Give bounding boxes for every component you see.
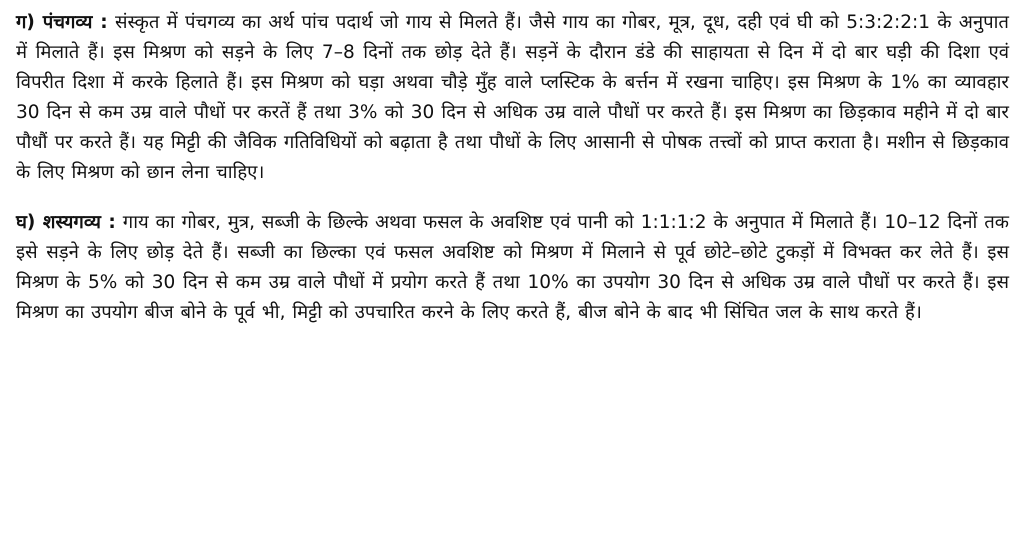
section-body-panchagavya: संस्कृत में पंचगव्य का अर्थ पांच पदार्थ जो गाय से मिलते हैं। जैसे गाय का गोबर, मूत्र, दूध, दही एवं घी को 5:3:2:2:1 के अनुपात में मिलाते हैं। इस मिश्रण को सड़ने के लिए 7–8 दिनों तक छोड़ देते हैं। सड़नें के दौरान डंडे की साहायता से दिन में दो बार घड़ी की दिशा एवं विपरीत दिशा में करके हिलाते हैं। इस मिश्रण को घड़ा अथवा चौड़े मुँह वाले प्लस्टिक के बर्त्तन में रखना चाहिए। इस मिश्रण के 1% का व्यावहार 30 दिन से कम उम्र वाले पौधों पर करतें हैं तथा 3% को 30 दिन से अधिक उम्र वाले पौधों पर करते हैं। इस मिश्रण का छिड़काव महीने में दो बार पौधौं पर करते हैं। यह मिट्टी की जैविक गतिविधियों को बढ़ाता है तथा पौधों के लिए आसानी से पोषक तत्त्वों को प्राप्त कराता है। मशीन से छिड़काव के लिए मिश्रण को छान लेना चाहिए। [16,12,1009,183]
section-heading-panchagavya: ग) पंचगव्य : [16,12,108,33]
section-body-shasyagavya: गाय का गोबर, मुत्र, सब्जी के छिल्के अथवा फसल के अवशिष्ट एवं पानी को 1:1:1:2 के अनुपात में मिलाते हैं। 10–12 दिनों तक इसे सड़ने के लिए छोड़ देते हैं। सब्जी का छिल्का एवं फसल अवशिष्ट को मिश्रण में मिलाने से पूर्व छोटे–छोटे टुकड़ों में विभक्त कर लेते हैं। इस मिश्रण के 5% को 30 दिन से कम उम्र वाले पौधों में प्रयोग करते हैं तथा 10% का उपयोग 30 दिन से अधिक उम्र वाले पौधों पर करते हैं। इस मिश्रण का उपयोग बीज बोने के पूर्व भी, मिट्टी को उपचारित करने के लिए करते हैं, बीज बोने के बाद भी सिंचित जल के साथ करते हैं। [16,212,1009,323]
section-panchagavya [16,8,1009,188]
section-shasyagavya [16,208,1009,328]
section-heading-shasyagavya: घ) शस्यगव्य : [16,212,116,233]
